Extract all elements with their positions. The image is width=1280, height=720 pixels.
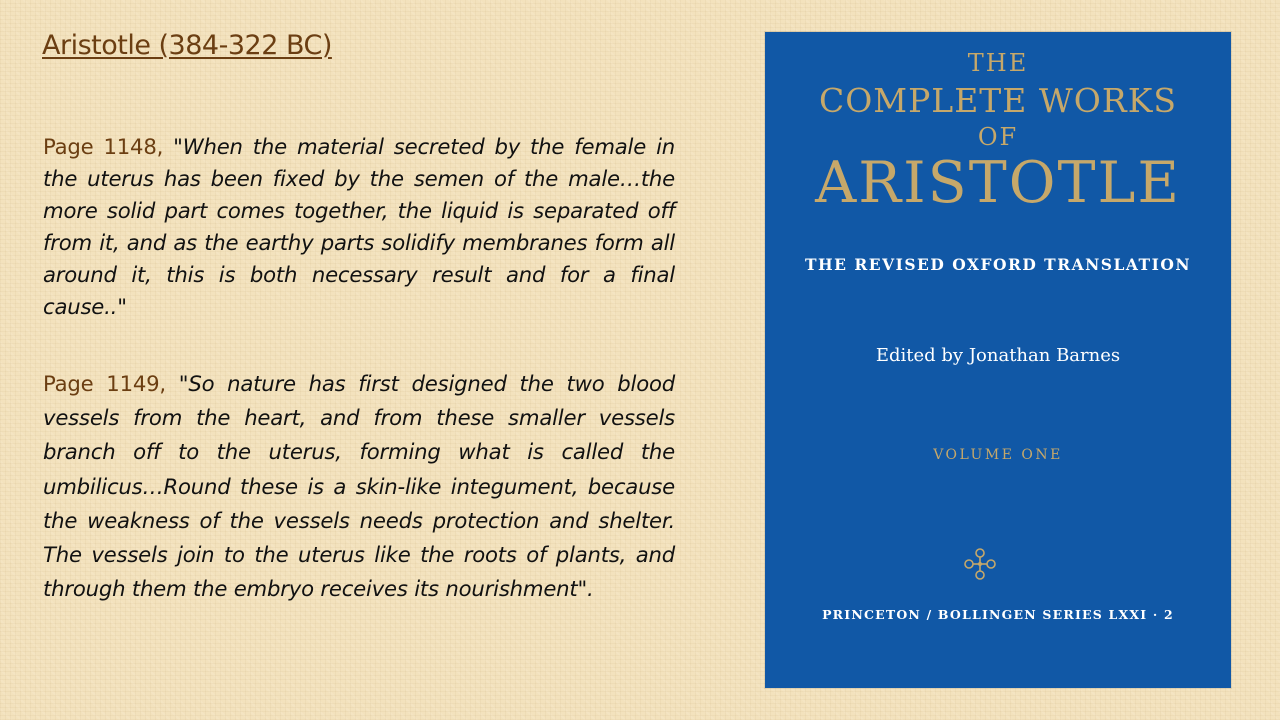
- quote-text: "So nature has first designed the two blood vessels from the heart, and from these smaller vessels branch off to the uterus, forming what is called the umbilicus…Round these is a skin-like integument, because the weakness of the vessels needs protection and shelter. The vessels join to the uterus like the roots of plants, and through them the embryo receives its nourishment".: [43, 371, 675, 602]
- cover-title-complete-works: COMPLETE WORKS: [819, 81, 1177, 120]
- cover-subtitle: THE REVISED OXFORD TRANSLATION: [804, 255, 1192, 274]
- quote-text: "When the material secreted by the female in the uterus has been fixed by the semen of the male…the more solid part comes together, the liquid is separated off from it, and as the earthy parts solidify membranes form all around it, this is both necessary result and for a final cause..": [43, 134, 675, 319]
- quote-page-1148: [43, 131, 675, 323]
- page-reference: Page 1148,: [43, 134, 164, 159]
- quatrefoil-ornament-icon: [962, 546, 998, 582]
- cover-series: PRINCETON / BOLLINGEN SERIES LXXI · 2: [822, 607, 1174, 622]
- cover-volume: VOLUME ONE: [933, 447, 1063, 463]
- cover-editor: Edited by Jonathan Barnes: [875, 345, 1121, 366]
- cover-title-author: ARISTOTLE: [815, 150, 1181, 216]
- cover-title-of: OF: [977, 123, 1019, 151]
- slide-title: Aristotle (384-322 BC): [42, 30, 332, 61]
- quote-page-1149: [43, 367, 675, 606]
- cover-title-the: THE: [967, 49, 1029, 77]
- book-cover-image: [765, 32, 1231, 688]
- page-reference: Page 1149,: [43, 371, 166, 396]
